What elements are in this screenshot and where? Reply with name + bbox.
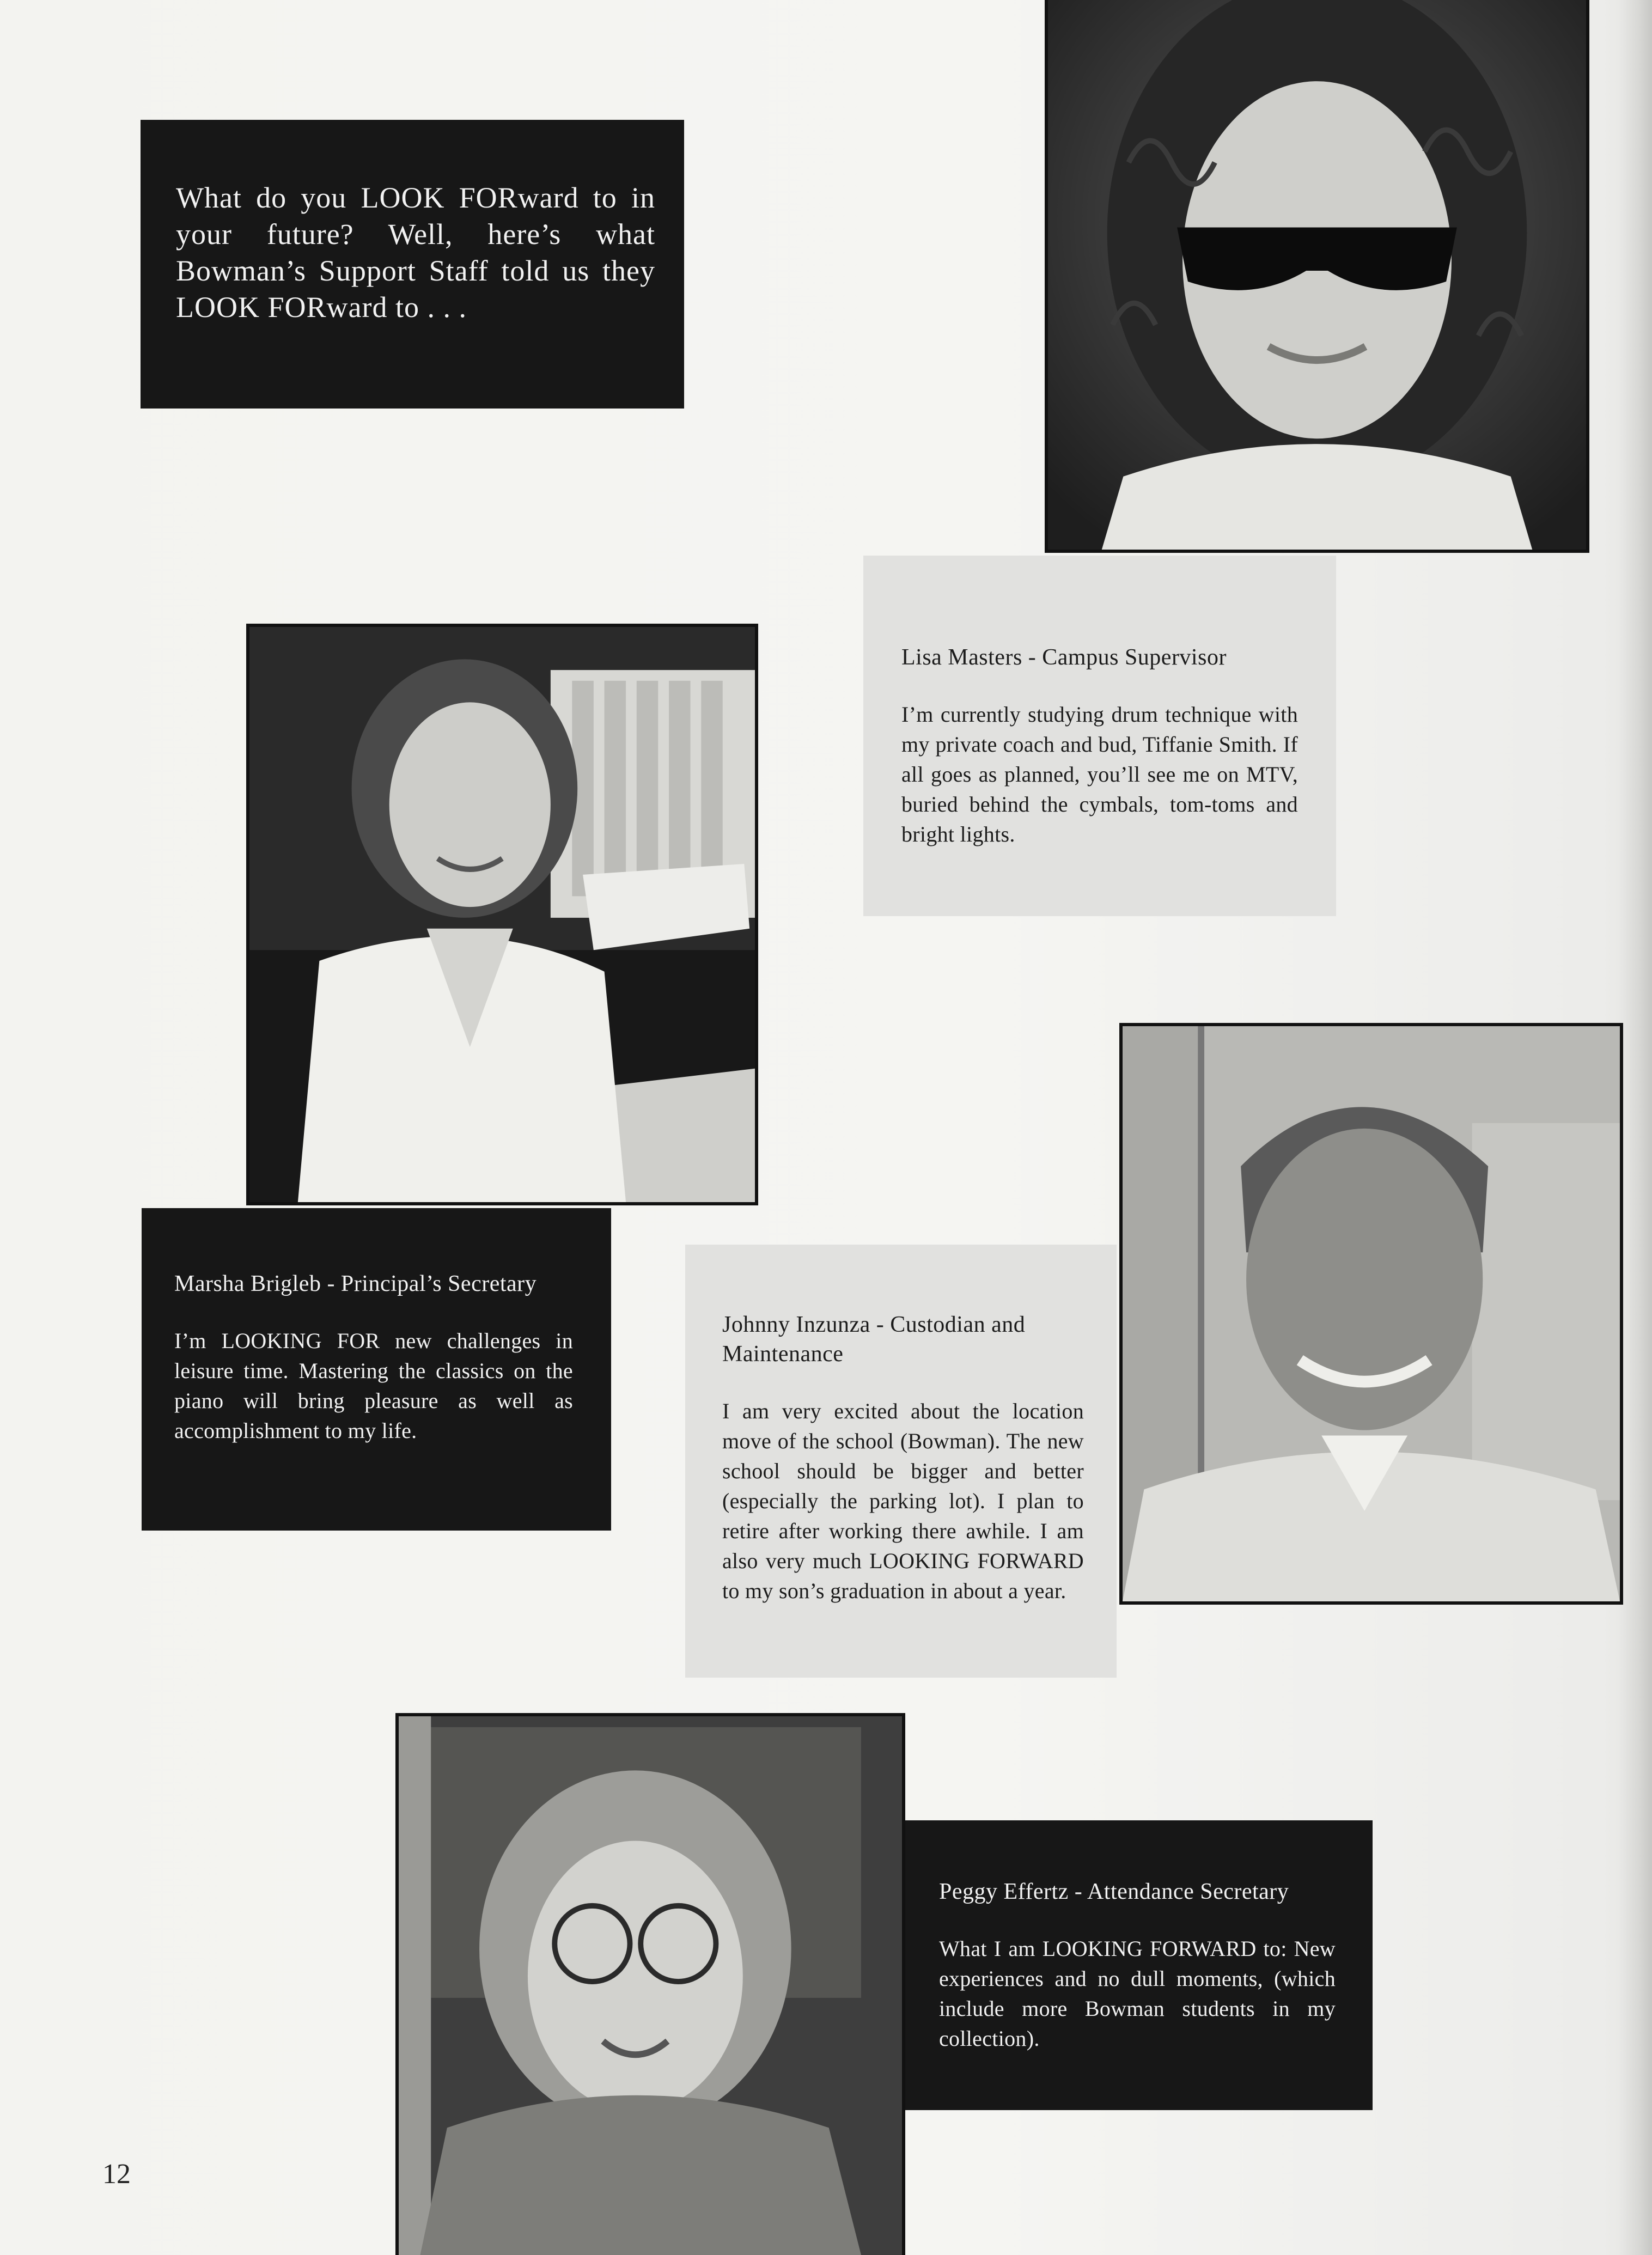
statement: I’m currently studying drum technique with my private coach and bud, Tiffanie Smith. If all goes as planned, you’ll see me on MTV, buried behind the cymbals, tom-toms and bright lights. (901, 702, 1298, 846)
name-title: Peggy Effertz - Attendance Secretary (939, 1879, 1289, 1904)
statement: I’m LOOKING FOR new challenges in leisure time. Mastering the classics on the piano will bring pleasure as well as accomplishment to my life. (174, 1328, 573, 1443)
name-title: Johnny Inzunza - Custodian and Maintenance (722, 1312, 1026, 1367)
name-title: Lisa Masters - Campus Supervisor (901, 645, 1227, 670)
intro-text: What do you LOOK FORward to in your future? Well, here’s what Bowman’s Support Staff told us they LOOK FORward to . . . (176, 181, 655, 324)
statement: I am very excited about the location move of the school (Bowman). The new school should be bigger and better (especially the parking lot). I plan to retire after working there awhile. I am also very much LOOKING FORWARD to my son’s graduation in about a year. (722, 1399, 1084, 1603)
name-title: Marsha Brigleb - Principal’s Secretary (174, 1271, 537, 1296)
caption-peggy-effertz (905, 1820, 1373, 2110)
intro-box (141, 120, 684, 409)
caption-marsha-brigleb (142, 1208, 611, 1531)
caption-johnny-inzunza (685, 1245, 1117, 1678)
page-number: 12 (102, 2159, 131, 2190)
statement: What I am LOOKING FORWARD to: New experiences and no dull moments, (which include more Bowman students in my collection). (939, 1936, 1336, 2051)
caption-lisa-masters (863, 556, 1336, 916)
photo-marsha-brigleb (246, 624, 758, 1205)
page-spine-shadow (1619, 0, 1652, 2255)
photo-johnny-inzunza (1119, 1023, 1623, 1605)
photo-lisa-masters (1045, 0, 1589, 553)
photo-peggy-effertz (395, 1713, 905, 2255)
